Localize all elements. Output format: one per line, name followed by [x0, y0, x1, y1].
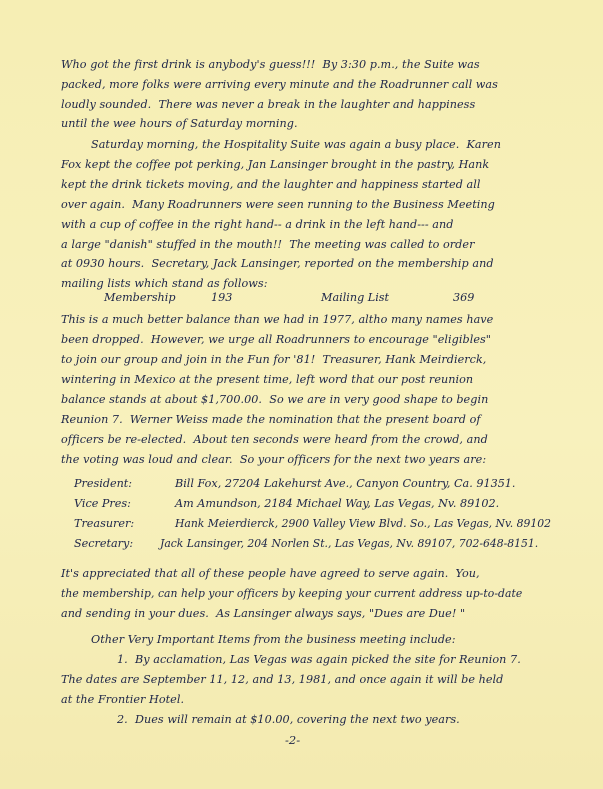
officer-title-president: President:	[74, 477, 133, 490]
mailing-list-label: Mailing List	[321, 291, 390, 304]
body-line: officers be re-elected. About ten seconds were heard from the crowd, and	[61, 433, 488, 446]
body-line: the voting was loud and clear. So your officers for the next two years are:	[61, 453, 487, 466]
officer-info-treasurer: Hank Meierdierck, 2900 Valley View Blvd. So., Las Vegas, Nv. 89102	[175, 517, 551, 530]
item-1-line: The dates are September 11, 12, and 13, 1981, and once again it will be held	[61, 673, 504, 686]
body-line: over again. Many Roadrunners were seen running to the Business Meeting	[61, 198, 495, 211]
item-1-line: 1. By acclamation, Las Vegas was again picked the site for Reunion 7.	[117, 653, 521, 666]
officer-title-vice-president: Vice Pres:	[74, 497, 131, 510]
body-line: packed, more folks were arriving every minute and the Roadrunner call was	[61, 78, 498, 91]
body-line: the membership, can help your officers by keeping your current address up-to-date	[61, 587, 523, 600]
body-line: been dropped. However, we urge all Roadrunners to encourage "eligibles"	[61, 333, 491, 346]
item-1-line: at the Frontier Hotel.	[61, 693, 185, 706]
body-line: kept the drink tickets moving, and the laughter and happiness started all	[61, 178, 481, 191]
body-line: until the wee hours of Saturday morning.	[61, 117, 298, 130]
item-2-line: 2. Dues will remain at $10.00, covering the next two years.	[117, 713, 460, 726]
body-line: mailing lists which stand as follows:	[61, 277, 268, 290]
body-line: Fox kept the coffee pot perking, Jan Lansinger brought in the pastry, Hank	[61, 158, 490, 171]
body-line: This is a much better balance than we had in 1977, altho many names have	[61, 313, 494, 326]
body-line: Saturday morning, the Hospitality Suite was again a busy place. Karen	[91, 138, 501, 151]
officer-info-vice-president: Am Amundson, 2184 Michael Way, Las Vegas, Nv. 89102.	[175, 497, 500, 510]
membership-label: Membership	[104, 291, 176, 304]
body-line: to join our group and join in the Fun for '81! Treasurer, Hank Meirdierck,	[61, 353, 487, 366]
items-intro: Other Very Important Items from the business meeting include:	[91, 633, 456, 646]
body-line: It's appreciated that all of these people have agreed to serve again. You,	[61, 567, 480, 580]
body-line: with a cup of coffee in the right hand-- a drink in the left hand--- and	[61, 218, 454, 231]
body-line: loudly sounded. There was never a break in the laughter and happiness	[61, 98, 476, 111]
officer-info-president: Bill Fox, 27204 Lakehurst Ave., Canyon Country, Ca. 91351.	[175, 477, 516, 490]
body-line: and sending in your dues. As Lansinger always says, "Dues are Due! "	[61, 607, 466, 620]
body-line: a large "danish" stuffed in the mouth!! The meeting was called to order	[61, 238, 475, 251]
officer-info-secretary: Jack Lansinger, 204 Norlen St., Las Vegas, Nv. 89107, 702-648-8151.	[160, 537, 539, 550]
body-line: Who got the first drink is anybody's guess!!! By 3:30 p.m., the Suite was	[61, 58, 480, 71]
membership-value: 193	[211, 291, 233, 304]
body-line: Reunion 7. Werner Weiss made the nomination that the present board of	[61, 413, 481, 426]
mailing-list-value: 369	[453, 291, 475, 304]
body-line: balance stands at about $1,700.00. So we are in very good shape to begin	[61, 393, 489, 406]
officer-title-secretary: Secretary:	[74, 537, 134, 550]
body-line: wintering in Mexico at the present time, left word that our post reunion	[61, 373, 474, 386]
page-number: -2-	[285, 733, 301, 747]
officer-title-treasurer: Treasurer:	[74, 517, 135, 530]
body-line: at 0930 hours. Secretary, Jack Lansinger, reported on the membership and	[61, 257, 494, 270]
